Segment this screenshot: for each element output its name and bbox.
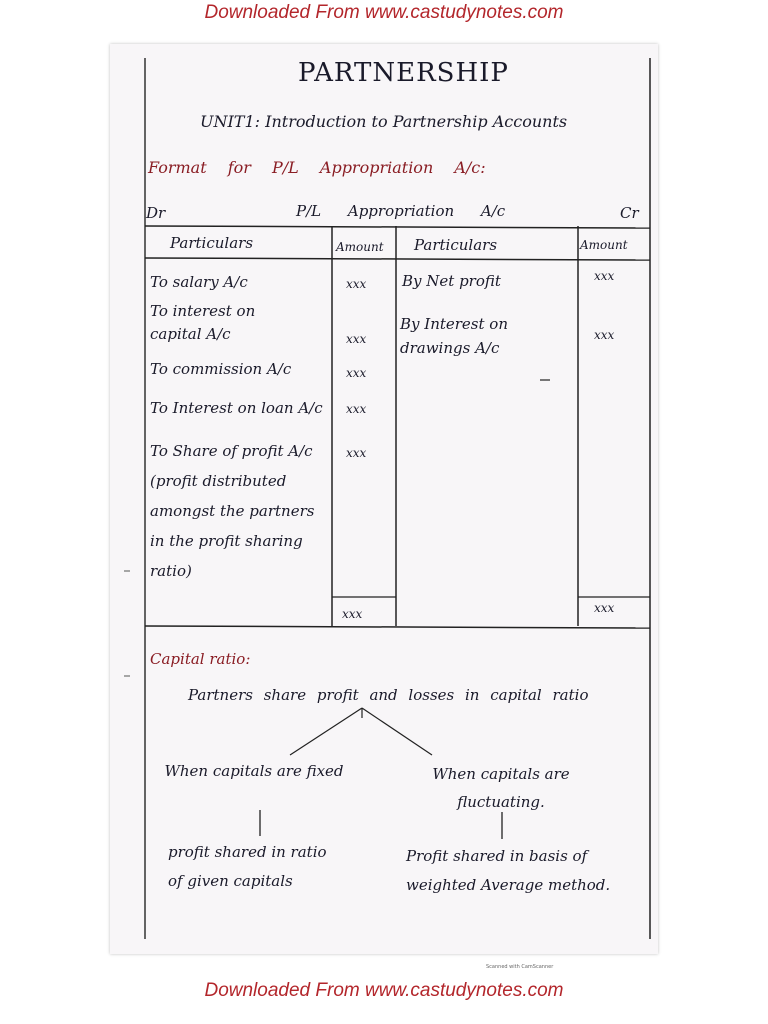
debit-item-share-of-profit: To Share of profit A/c (profit distributed amongst the partners in the profit sharing ratio) [150, 442, 315, 580]
capital-ratio-statement: Partners share profit and losses in capital ratio [188, 686, 589, 704]
account-name: P/L Appropriation A/c [296, 202, 506, 220]
right-branch: When capitals are fluctuating. [432, 765, 570, 811]
credit-item: By Interest on drawings A/c [400, 315, 508, 357]
right-result: Profit shared in basis of weighted Average method. [406, 847, 611, 894]
debit-item: To interest on capital A/c [150, 302, 256, 343]
total-right: xxx [594, 601, 615, 615]
debit-amount: xxx [346, 277, 367, 291]
debit-item: To commission A/c [150, 360, 292, 378]
debit-item: To salary A/c [150, 273, 248, 291]
credit-item: By Net profit [402, 272, 501, 290]
debit-amount: xxx [346, 446, 367, 460]
header-particulars-right: Particulars [414, 236, 498, 254]
watermark-bottom: Downloaded From www.castudynotes.com [204, 980, 564, 1001]
dr-label: Dr [146, 204, 166, 222]
credit-amount: xxx [594, 269, 615, 283]
page-title: PARTNERSHIP [298, 58, 509, 88]
cr-label: Cr [620, 204, 639, 222]
debit-amount: xxx [346, 332, 367, 346]
total-left: xxx [342, 607, 363, 621]
format-heading: Format for P/L Appropriation A/c: [148, 158, 486, 177]
watermark-top: Downloaded From www.castudynotes.com [204, 2, 564, 23]
unit-heading: UNIT1: Introduction to Partnership Accounts [200, 112, 568, 131]
credit-amount: xxx [594, 328, 615, 342]
left-result: profit shared in ratio of given capitals [168, 843, 327, 890]
scanner-note: Scanned with CamScanner [486, 964, 554, 970]
header-particulars-left: Particulars [170, 234, 254, 252]
header-amount-left: Amount [336, 240, 384, 254]
debit-amount: xxx [346, 366, 367, 380]
debit-amount: xxx [346, 402, 367, 416]
header-amount-right: Amount [580, 238, 628, 252]
debit-item: To Interest on loan A/c [150, 399, 323, 417]
capital-ratio-heading: Capital ratio: [150, 650, 251, 668]
left-branch: When capitals are fixed [164, 762, 344, 780]
notebook-page [110, 44, 658, 970]
